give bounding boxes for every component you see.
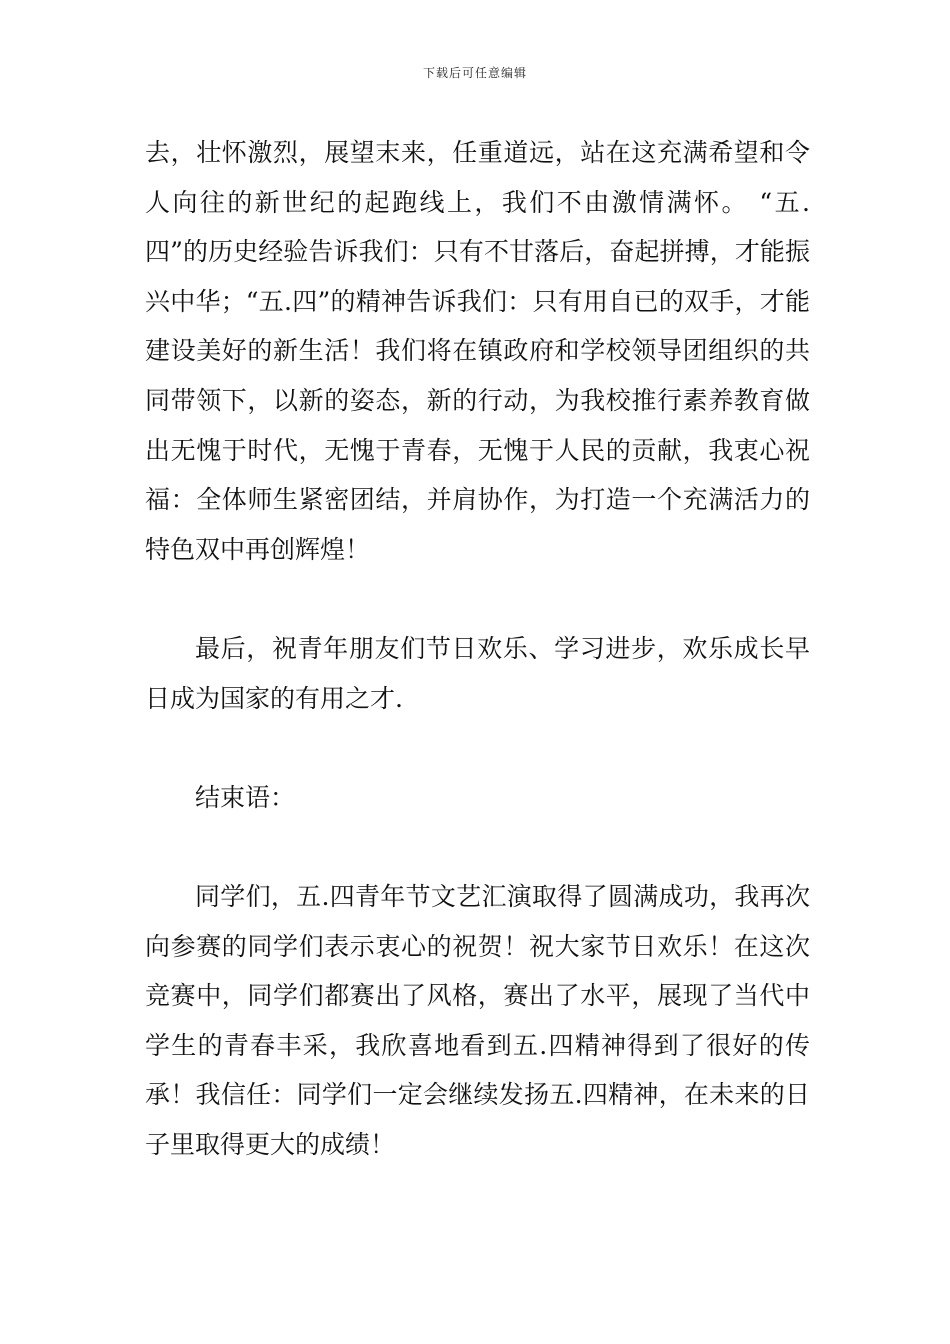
- paragraph-gap: [145, 723, 810, 773]
- paragraph-gap: [145, 822, 810, 872]
- page-header-note: 下载后可任意编辑: [422, 66, 527, 80]
- paragraph-closing-wish: 最后，祝青年朋友们节日欢乐、学习进步，欢乐成长早日成为国家的有用之才.: [145, 633, 810, 713]
- section-heading-conclusion: 结束语：: [195, 782, 296, 812]
- paragraph-conclusion: 同学们，五.四青年节文艺汇演取得了圆满成功，我再次向参赛的同学们表示衷心的祝贺！祝大家节日欢乐！在这次竞赛中，同学们都赛出了风格，赛出了水平，展现了当代中学生的青春丰采，我欣喜地看到五.四精神得到了很好的传承！我信任：同学们一定会继续发扬五.四精神，在未来的日子里取得更大的成绩！: [145, 881, 810, 1159]
- paragraph-continuation: 去，壮怀激烈，展望末来，任重道远，站在这充满希望和令人向往的新世纪的起跑线上，我们不由激情满怀。 “五.四”的历史经验告诉我们：只有不甘落后，奋起拼搏，才能振兴中华；“五.四”的精神告诉我们：只有用自已的双手，才能建设美好的新生活！我们将在镇政府和学校领导团组织的共同带领下，以新的姿态，新的行动，为我校推行素养教育做出无愧于时代，无愧于青春，无愧于人民的贡献，我衷心祝福：全体师生紧密团结，并肩协作，为打造一个充满活力的特色双中再创辉煌！: [145, 138, 810, 564]
- paragraph-gap: [145, 574, 810, 624]
- document-body: [145, 128, 810, 1169]
